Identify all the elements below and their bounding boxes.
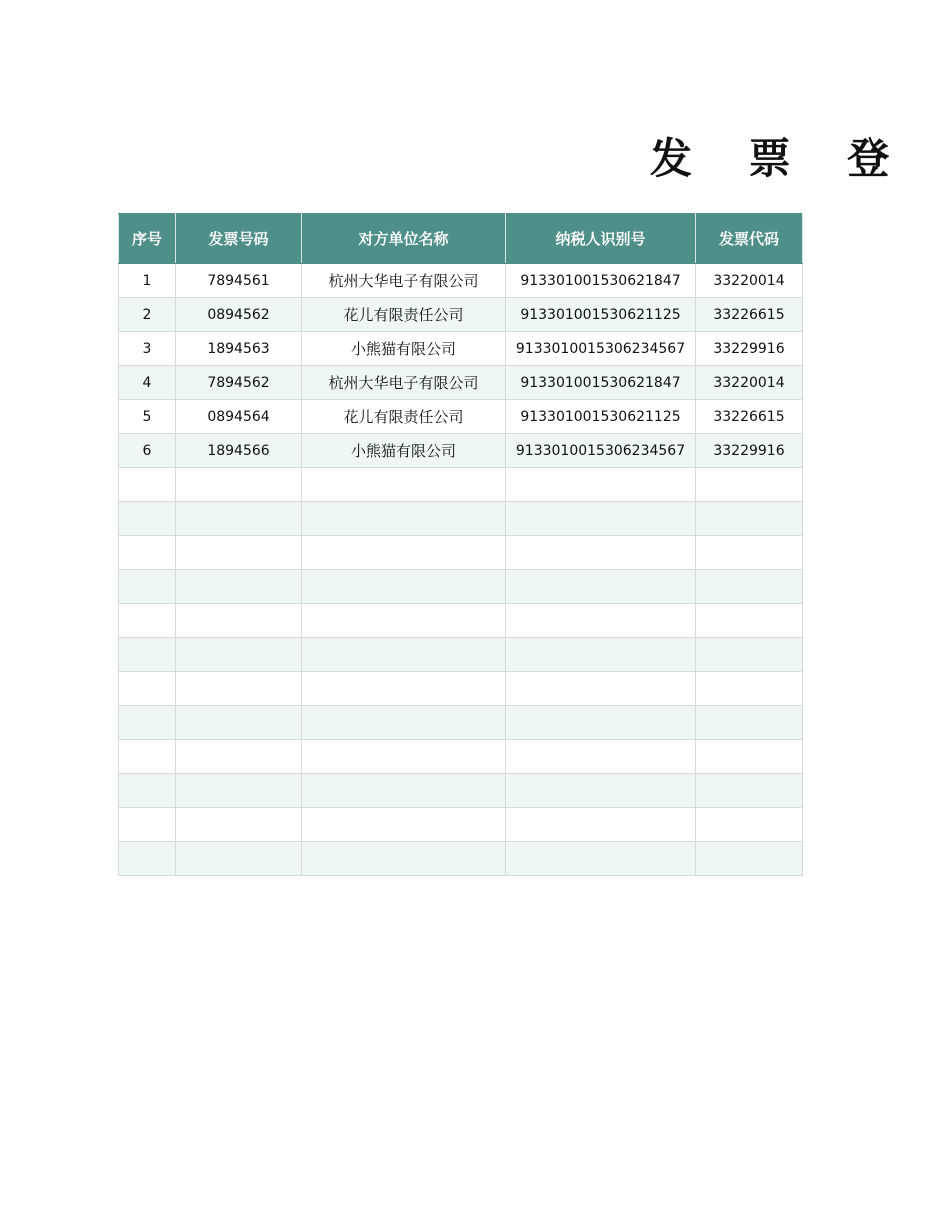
header-tax-id[interactable]: 纳税人识别号 (506, 214, 696, 264)
invoice-register-table (118, 213, 803, 876)
cell-tax-id[interactable] (506, 808, 696, 842)
cell-seq[interactable] (119, 842, 176, 876)
table-row (119, 400, 803, 434)
cell-tax-id[interactable] (506, 638, 696, 672)
table-row (119, 536, 803, 570)
cell-invoice-code[interactable]: 33226615 (696, 400, 803, 434)
cell-counterparty[interactable] (302, 808, 506, 842)
cell-counterparty[interactable] (302, 638, 506, 672)
cell-invoice-number[interactable] (176, 570, 302, 604)
cell-invoice-number[interactable] (176, 536, 302, 570)
cell-invoice-number[interactable] (176, 808, 302, 842)
cell-tax-id[interactable] (506, 706, 696, 740)
cell-seq[interactable] (119, 536, 176, 570)
table-row (119, 808, 803, 842)
cell-counterparty[interactable]: 小熊猫有限公司 (302, 332, 506, 366)
cell-invoice-code[interactable]: 33229916 (696, 434, 803, 468)
cell-invoice-code[interactable] (696, 604, 803, 638)
header-invoice-code[interactable]: 发票代码 (696, 214, 803, 264)
table-row (119, 604, 803, 638)
header-seq[interactable]: 序号 (119, 214, 176, 264)
cell-seq[interactable]: 6 (119, 434, 176, 468)
table-row (119, 706, 803, 740)
cell-counterparty[interactable]: 杭州大华电子有限公司 (302, 264, 506, 298)
cell-invoice-code[interactable] (696, 638, 803, 672)
cell-seq[interactable] (119, 672, 176, 706)
table-row (119, 264, 803, 298)
table-body (119, 264, 803, 876)
cell-invoice-code[interactable]: 33220014 (696, 264, 803, 298)
table-header-row (119, 214, 803, 264)
cell-counterparty[interactable] (302, 706, 506, 740)
cell-counterparty[interactable]: 花儿有限责任公司 (302, 298, 506, 332)
cell-seq[interactable]: 2 (119, 298, 176, 332)
cell-tax-id[interactable] (506, 468, 696, 502)
cell-invoice-code[interactable] (696, 808, 803, 842)
cell-invoice-number[interactable] (176, 604, 302, 638)
cell-invoice-number[interactable]: 7894562 (176, 366, 302, 400)
cell-invoice-code[interactable] (696, 842, 803, 876)
table-row (119, 740, 803, 774)
cell-seq[interactable] (119, 468, 176, 502)
cell-invoice-number[interactable]: 0894562 (176, 298, 302, 332)
cell-tax-id[interactable] (506, 536, 696, 570)
table-row (119, 298, 803, 332)
cell-invoice-number[interactable] (176, 672, 302, 706)
cell-counterparty[interactable] (302, 774, 506, 808)
cell-invoice-number[interactable]: 1894563 (176, 332, 302, 366)
cell-invoice-number[interactable]: 0894564 (176, 400, 302, 434)
cell-tax-id[interactable]: 9133010015306234567 (506, 434, 696, 468)
cell-counterparty[interactable]: 花儿有限责任公司 (302, 400, 506, 434)
cell-counterparty[interactable] (302, 502, 506, 536)
table-row (119, 672, 803, 706)
cell-invoice-number[interactable] (176, 502, 302, 536)
cell-invoice-number[interactable]: 1894566 (176, 434, 302, 468)
cell-invoice-code[interactable] (696, 536, 803, 570)
cell-tax-id[interactable]: 913301001530621847 (506, 264, 696, 298)
cell-counterparty[interactable] (302, 604, 506, 638)
table-row (119, 774, 803, 808)
table-row (119, 842, 803, 876)
cell-counterparty[interactable] (302, 468, 506, 502)
table-row (119, 468, 803, 502)
cell-invoice-number[interactable] (176, 774, 302, 808)
cell-counterparty[interactable]: 小熊猫有限公司 (302, 434, 506, 468)
cell-invoice-number[interactable] (176, 740, 302, 774)
cell-counterparty[interactable] (302, 740, 506, 774)
cell-invoice-code[interactable] (696, 740, 803, 774)
cell-invoice-code[interactable] (696, 706, 803, 740)
cell-invoice-number[interactable] (176, 468, 302, 502)
title-area (118, 130, 911, 190)
cell-tax-id[interactable] (506, 604, 696, 638)
cell-tax-id[interactable] (506, 502, 696, 536)
cell-counterparty[interactable]: 杭州大华电子有限公司 (302, 366, 506, 400)
cell-invoice-number[interactable] (176, 842, 302, 876)
cell-counterparty[interactable] (302, 536, 506, 570)
cell-tax-id[interactable] (506, 570, 696, 604)
cell-invoice-code[interactable]: 33229916 (696, 332, 803, 366)
cell-seq[interactable]: 5 (119, 400, 176, 434)
cell-counterparty[interactable] (302, 842, 506, 876)
cell-invoice-code[interactable] (696, 774, 803, 808)
table-row (119, 570, 803, 604)
table-row (119, 434, 803, 468)
cell-seq[interactable]: 4 (119, 366, 176, 400)
cell-seq[interactable] (119, 740, 176, 774)
cell-invoice-code[interactable]: 33226615 (696, 298, 803, 332)
cell-seq[interactable] (119, 604, 176, 638)
table-row (119, 366, 803, 400)
cell-seq[interactable] (119, 502, 176, 536)
cell-tax-id[interactable]: 913301001530621847 (506, 366, 696, 400)
cell-invoice-code[interactable] (696, 468, 803, 502)
cell-tax-id[interactable] (506, 740, 696, 774)
cell-tax-id[interactable] (506, 672, 696, 706)
cell-invoice-code[interactable]: 33220014 (696, 366, 803, 400)
cell-tax-id[interactable] (506, 842, 696, 876)
cell-invoice-code[interactable] (696, 672, 803, 706)
table-row (119, 638, 803, 672)
cell-tax-id[interactable] (506, 774, 696, 808)
cell-invoice-code[interactable] (696, 502, 803, 536)
cell-invoice-number[interactable] (176, 638, 302, 672)
cell-invoice-number[interactable] (176, 706, 302, 740)
cell-seq[interactable] (119, 638, 176, 672)
cell-seq[interactable]: 3 (119, 332, 176, 366)
page-title: 发 票 登 (650, 134, 911, 183)
cell-tax-id[interactable]: 913301001530621125 (506, 298, 696, 332)
cell-seq[interactable] (119, 706, 176, 740)
invoice-table-container (118, 213, 802, 878)
table-row (119, 332, 803, 366)
cell-seq[interactable]: 1 (119, 264, 176, 298)
cell-seq[interactable] (119, 570, 176, 604)
cell-tax-id[interactable]: 913301001530621125 (506, 400, 696, 434)
cell-counterparty[interactable] (302, 672, 506, 706)
cell-invoice-code[interactable] (696, 570, 803, 604)
cell-tax-id[interactable]: 9133010015306234567 (506, 332, 696, 366)
cell-invoice-number[interactable]: 7894561 (176, 264, 302, 298)
table-row (119, 502, 803, 536)
cell-seq[interactable] (119, 774, 176, 808)
header-counterparty[interactable]: 对方单位名称 (302, 214, 506, 264)
header-invoice-number[interactable]: 发票号码 (176, 214, 302, 264)
cell-counterparty[interactable] (302, 570, 506, 604)
cell-seq[interactable] (119, 808, 176, 842)
